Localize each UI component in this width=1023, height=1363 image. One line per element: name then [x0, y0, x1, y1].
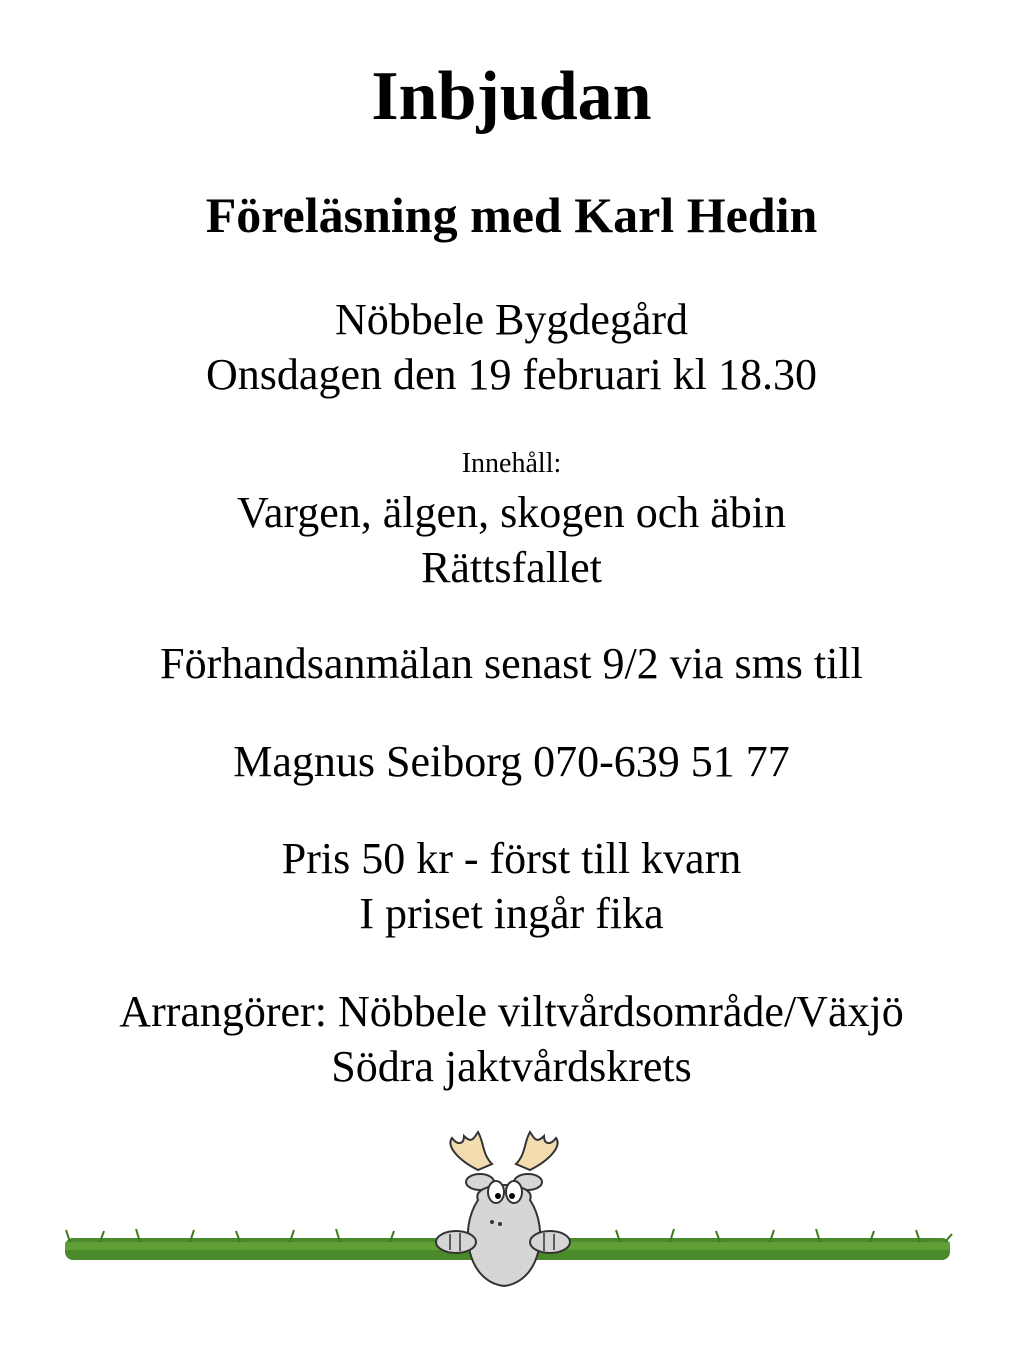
price-text: Pris 50 kr - först till kvarn — [281, 834, 742, 883]
organizers-text-line2: Södra jaktvårdskrets — [331, 1042, 692, 1091]
invitation-title: Inbjudan — [371, 58, 652, 135]
price-note-text: I priset ingår fika — [359, 889, 664, 938]
venue-text: Nöbbele Bygdegård — [334, 295, 689, 344]
moose-icon — [436, 1132, 570, 1286]
content-item: Vargen, älgen, skogen och äbin — [236, 488, 787, 537]
moose-grass-icon — [60, 1130, 960, 1310]
content-item: Rättsfallet — [421, 543, 602, 592]
registration-text: Förhandsanmälan senast 9/2 via sms till — [160, 639, 863, 688]
organizers-text-line1: Arrangörer: Nöbbele viltvårdsområde/Växjö — [119, 987, 904, 1036]
content-label: Innehåll: — [461, 448, 562, 479]
datetime-text: Onsdagen den 19 februari kl 18.30 — [206, 350, 817, 399]
contact-text: Magnus Seiborg 070-639 51 77 — [233, 737, 790, 786]
lecture-subtitle: Föreläsning med Karl Hedin — [205, 187, 818, 243]
